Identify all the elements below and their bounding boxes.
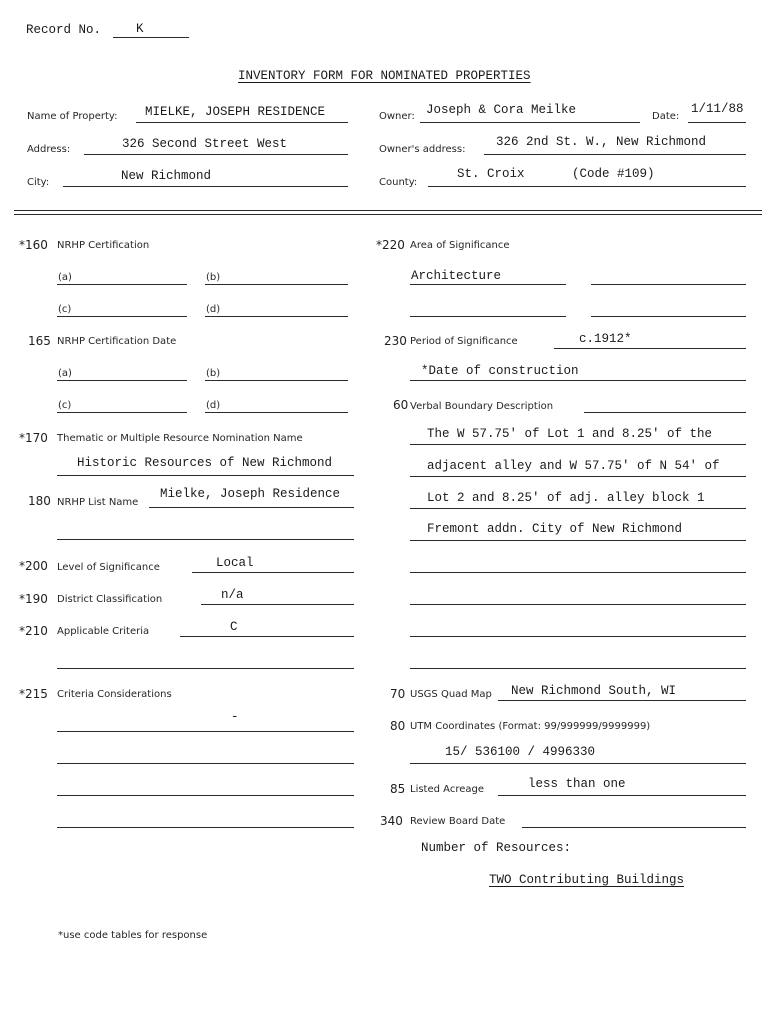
- field-165-b-label: (b): [206, 368, 221, 379]
- field-230-line: [554, 348, 746, 349]
- name-of-property-value: MIELKE, JOSEPH RESIDENCE: [145, 105, 326, 119]
- number-of-resources-value: TWO Contributing Buildings: [489, 873, 685, 887]
- field-80-line: [410, 763, 746, 764]
- field-210-value: C: [230, 620, 238, 634]
- field-70-value: New Richmond South, WI: [511, 684, 677, 698]
- field-80-value: 15/ 536100 / 4996330: [445, 745, 596, 759]
- field-60-line1-text: The W 57.75' of Lot 1 and 8.25' of the: [427, 427, 713, 441]
- field-60-line4-text: Fremont addn. City of New Richmond: [427, 522, 683, 536]
- owners-address-label: Owner's address:: [379, 144, 466, 155]
- record-no-label: Record No.: [26, 23, 102, 37]
- address-line: [84, 154, 348, 155]
- date-label: Date:: [652, 111, 680, 122]
- field-80-code: 80: [390, 719, 406, 733]
- field-230-note: *Date of construction: [421, 364, 579, 378]
- field-160-d-label: (d): [206, 304, 221, 315]
- city-value: New Richmond: [121, 169, 212, 183]
- name-of-property-line: [136, 122, 348, 123]
- field-340-code: 340: [380, 814, 403, 828]
- field-165-a-label: (a): [58, 368, 72, 379]
- field-215-line-3: [57, 795, 354, 796]
- field-190-value: n/a: [221, 588, 244, 602]
- field-60-line-6: [410, 604, 746, 605]
- field-170-code: *170: [19, 431, 48, 445]
- field-60-label: Verbal Boundary Description: [410, 401, 554, 412]
- field-165-label: NRHP Certification Date: [57, 336, 177, 347]
- county-value: St. Croix: [457, 167, 525, 181]
- field-220-line-2: [591, 284, 746, 285]
- county-label: County:: [379, 177, 418, 188]
- field-160-label: NRHP Certification: [57, 240, 150, 251]
- field-230-value: c.1912*: [579, 332, 632, 346]
- field-200-line: [192, 572, 354, 573]
- field-210-label: Applicable Criteria: [57, 626, 150, 637]
- field-165-d-label: (d): [206, 400, 221, 411]
- separator-rule-bottom: [14, 214, 762, 215]
- field-200-code: *200: [19, 559, 48, 573]
- field-160-code: *160: [19, 238, 48, 252]
- address-label: Address:: [27, 144, 71, 155]
- field-60-code: 60: [393, 398, 409, 412]
- field-220-code: *220: [376, 238, 405, 252]
- field-60-line2-text: adjacent alley and W 57.75' of N 54' of: [427, 459, 720, 473]
- field-210-code: *210: [19, 624, 48, 638]
- field-85-value: less than one: [528, 777, 626, 791]
- field-180-value: Mielke, Joseph Residence: [160, 487, 341, 501]
- field-60-line-1: [410, 444, 746, 445]
- date-line: [688, 122, 746, 123]
- field-165-c-label: (c): [58, 400, 72, 411]
- field-220-value: Architecture: [411, 269, 502, 283]
- field-190-line: [201, 604, 354, 605]
- field-220-line-4: [591, 316, 746, 317]
- field-200-value: Local: [216, 556, 254, 570]
- field-215-line-2: [57, 763, 354, 764]
- field-160-b-label: (b): [206, 272, 221, 283]
- separator-rule-top: [14, 210, 762, 211]
- field-165-a-line: [57, 380, 187, 381]
- record-no-line: [113, 37, 189, 38]
- field-60-line-2: [410, 476, 746, 477]
- field-180-line: [149, 507, 354, 508]
- owner-value: Joseph & Cora Meilke: [426, 103, 577, 117]
- field-170-line: [57, 475, 354, 476]
- field-210-line: [180, 636, 354, 637]
- field-165-d-line: [205, 412, 348, 413]
- field-340-line: [522, 827, 746, 828]
- field-85-code: 85: [390, 782, 406, 796]
- field-70-label: USGS Quad Map: [410, 689, 492, 700]
- field-60-line-5: [410, 572, 746, 573]
- field-230-line-2: [410, 380, 746, 381]
- footer-note: *use code tables for response: [58, 930, 208, 941]
- field-80-label: UTM Coordinates (Format: 99/999999/9999999): [410, 721, 651, 732]
- field-210-line-2: [57, 668, 354, 669]
- owner-label: Owner:: [379, 111, 415, 122]
- field-215-line-1: [57, 731, 354, 732]
- record-no-value: K: [136, 22, 144, 36]
- field-340-label: Review Board Date: [410, 816, 506, 827]
- field-180-code: 180: [28, 494, 51, 508]
- field-230-code: 230: [384, 334, 407, 348]
- form-title: INVENTORY FORM FOR NOMINATED PROPERTIES: [238, 69, 531, 83]
- county-code: (Code #109): [572, 167, 655, 181]
- field-220-label: Area of Significance: [410, 240, 510, 251]
- field-220-line-3: [410, 316, 566, 317]
- field-180-label: NRHP List Name: [57, 497, 139, 508]
- field-60-line3-text: Lot 2 and 8.25' of adj. alley block 1: [427, 491, 705, 505]
- field-160-a-label: (a): [58, 272, 72, 283]
- owners-address-line: [484, 154, 746, 155]
- field-160-c-line: [57, 316, 187, 317]
- field-60-line-0: [584, 412, 746, 413]
- field-165-b-line: [205, 380, 348, 381]
- field-215-code: *215: [19, 687, 48, 701]
- field-160-a-line: [57, 284, 187, 285]
- field-85-label: Listed Acreage: [410, 784, 484, 795]
- field-220-line-1: [410, 284, 566, 285]
- number-of-resources-label: Number of Resources:: [421, 841, 572, 855]
- field-215-line-4: [57, 827, 354, 828]
- field-60-line-4: [410, 540, 746, 541]
- field-190-label: District Classification: [57, 594, 163, 605]
- field-190-code: *190: [19, 592, 48, 606]
- field-160-c-label: (c): [58, 304, 72, 315]
- field-160-b-line: [205, 284, 348, 285]
- city-line: [63, 186, 348, 187]
- field-60-line-3: [410, 508, 746, 509]
- field-160-d-line: [205, 316, 348, 317]
- city-label: City:: [27, 177, 50, 188]
- field-215-value: -: [231, 710, 239, 724]
- field-60-line-7: [410, 636, 746, 637]
- date-value: 1/11/88: [691, 102, 744, 116]
- field-215-label: Criteria Considerations: [57, 689, 172, 700]
- field-165-code: 165: [28, 334, 51, 348]
- field-170-label: Thematic or Multiple Resource Nomination Name: [57, 433, 303, 444]
- field-60-line-8: [410, 668, 746, 669]
- field-170-value: Historic Resources of New Richmond: [77, 456, 333, 470]
- county-line: [428, 186, 746, 187]
- field-70-code: 70: [390, 687, 406, 701]
- address-value: 326 Second Street West: [122, 137, 288, 151]
- field-180-line-2: [57, 539, 354, 540]
- field-85-line: [498, 795, 746, 796]
- name-of-property-label: Name of Property:: [27, 111, 118, 122]
- field-165-c-line: [57, 412, 187, 413]
- field-200-label: Level of Significance: [57, 562, 160, 573]
- owner-line: [420, 122, 640, 123]
- field-230-label: Period of Significance: [410, 336, 518, 347]
- owners-address-value: 326 2nd St. W., New Richmond: [496, 135, 707, 149]
- field-70-line: [498, 700, 746, 701]
